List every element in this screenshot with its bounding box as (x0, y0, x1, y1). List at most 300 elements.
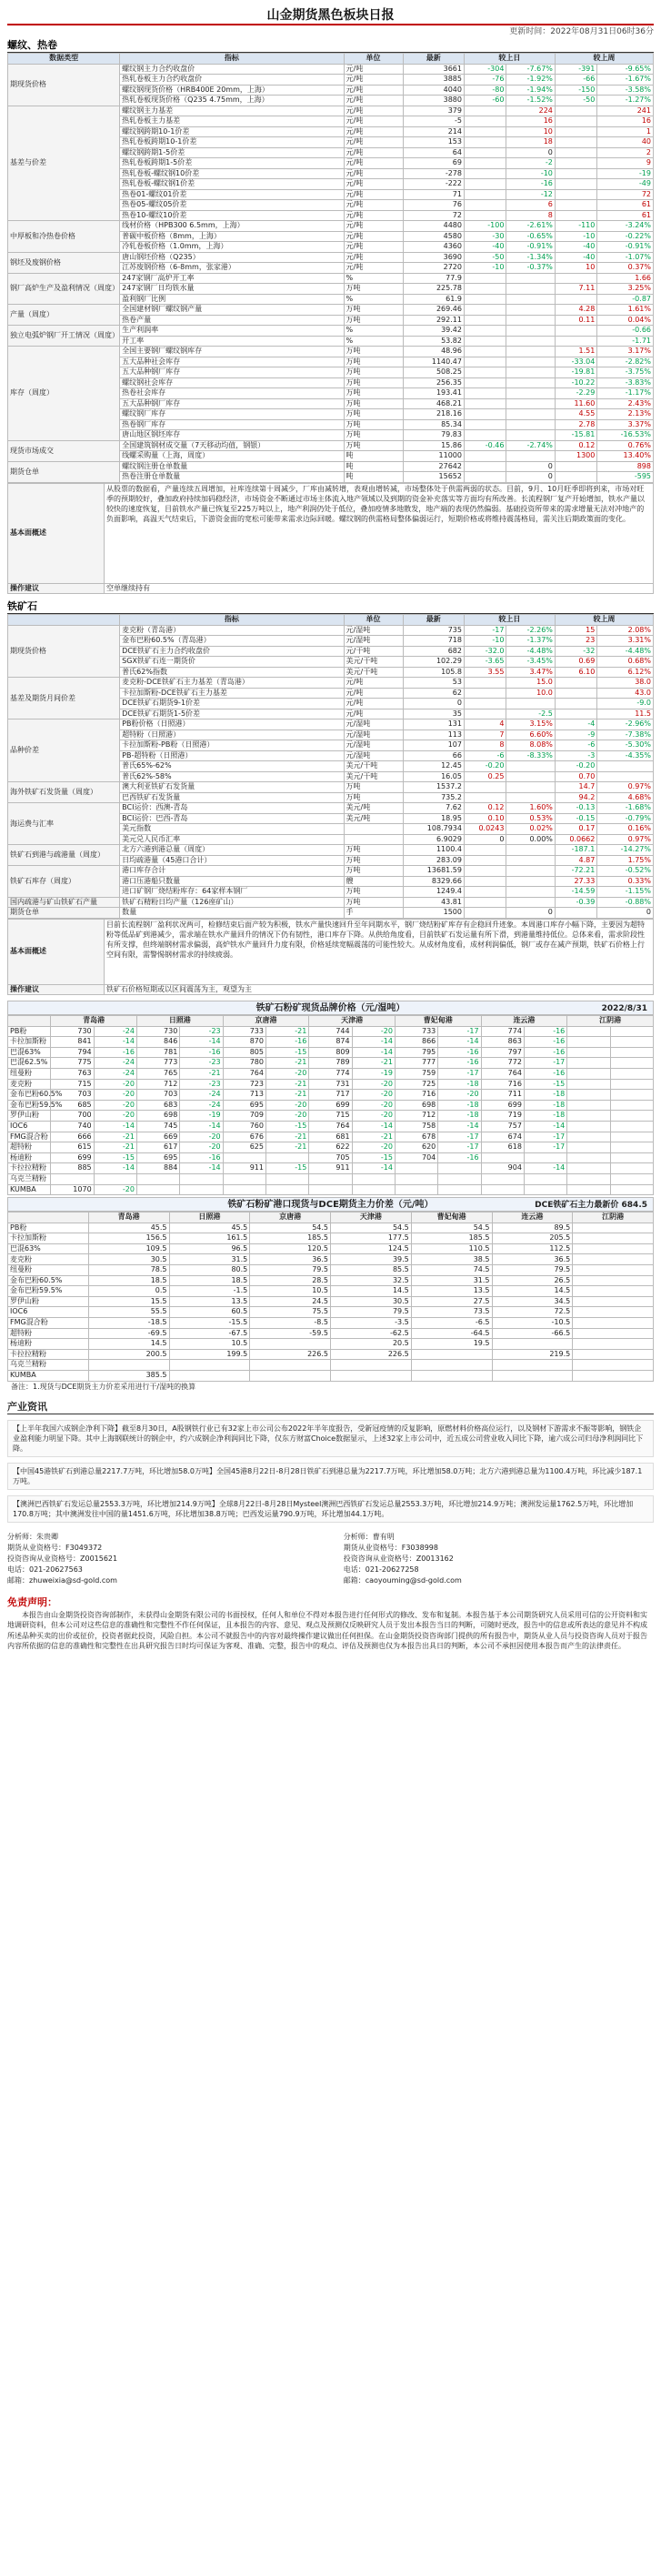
brand-price-change (524, 1152, 566, 1163)
spread-value: 28.5 (250, 1275, 331, 1286)
steel-indicator: 全国主要钢厂螺纹钢库存 (120, 347, 344, 357)
brand-name: 金布巴粉60.5% (8, 1090, 51, 1101)
spread-value (411, 1371, 492, 1382)
brand-price-change (180, 1173, 223, 1184)
ore-change: 43.0 (597, 688, 654, 699)
steel-change: -16 (506, 179, 555, 190)
spread-value: -18.5 (88, 1318, 169, 1329)
brand-price-change (265, 1152, 308, 1163)
spread-brand-name: 乌克兰精粉 (8, 1360, 89, 1371)
steel-latest: 4580 (403, 231, 464, 242)
ore-change: -32.0 (464, 646, 506, 657)
ore-change: -0.15 (555, 813, 596, 824)
brand-price-change: -20 (180, 1132, 223, 1142)
steel-change (464, 347, 506, 357)
brand-price: 620 (395, 1142, 437, 1153)
brand-price: 716 (481, 1079, 524, 1090)
brand-price: 676 (223, 1132, 265, 1142)
steel-change (464, 273, 506, 284)
ore-latest: 1249.4 (403, 887, 464, 898)
steel-change (464, 168, 506, 179)
news-item: 【中国45港铁矿石到港总量2217.7万吨，环比增加58.0万吨】全国45港8月22日-8月28日铁矿石到港总量为2217.7万吨，环比增加58.0万吨；北方六港到港总量为1100.4万吨，环比减少187.1万吨。 (7, 1463, 654, 1490)
brand-price-change: -17 (524, 1058, 566, 1069)
ore-indicator: DCE铁矿石主力合约收盘价 (120, 646, 344, 657)
brand-name: FMG混合粉 (8, 1132, 51, 1142)
spread-row (8, 1339, 654, 1350)
spread-value: 96.5 (169, 1243, 250, 1254)
steel-change: 4.28 (555, 305, 596, 316)
disclaimer-text: 本报告由山金期货投资咨询部制作，未获得山金期货有限公司的书面授权，任何人和单位不得对本报告进行任何形式的修改、发布和复制。本报告基于本公司期货研究人员采用可信的公开资料和实地调研资料，但本公司对这些信息的准确性和完整性不作任何保证，且本报告的内容、意见、观点及预测仅反映研究人员于发出本报告当日的判断，可随时更改，报告中的信息或所表达的意见并不构成所述品种买卖的出价或征价，投资者据此投资，风险自担。本公司不就报告中的内容对最终操作建议做出任何担保。在山金期货投资咨询部门提供的所有报告中，期货从业人员与投资咨询人员对于报告内容所依据的信息的准确性和完整性在出具研究报告日时均可保证为客观、准确、完整，报告中的观点、评估及预测也仅为本报告出具日的判断，本公司不承担因使用本报告而产生的法律责任。 (7, 1610, 647, 1651)
ore-latest: 1100.4 (403, 845, 464, 856)
spread-value (573, 1265, 654, 1276)
spread-value: 177.5 (331, 1233, 412, 1244)
spread-value (573, 1339, 654, 1350)
brand-price: 617 (136, 1142, 179, 1153)
steel-unit: 元/吨 (344, 179, 403, 190)
spread-value: 161.5 (169, 1233, 250, 1244)
brand-price-change: -16 (180, 1047, 223, 1058)
brand-price-row (8, 1142, 654, 1153)
steel-unit: % (344, 294, 403, 305)
ore-change (506, 887, 555, 898)
brand-price-title (7, 1001, 654, 1015)
ore-latest: 6.9029 (403, 834, 464, 845)
ore-change: 15.0 (506, 678, 555, 689)
steel-change (464, 284, 506, 295)
brand-price-change: -14 (94, 1163, 136, 1174)
brand-price: 681 (309, 1132, 352, 1142)
steel-change: -15.81 (555, 430, 596, 441)
brand-price: 731 (309, 1079, 352, 1090)
spread-value: 24.5 (250, 1296, 331, 1307)
steel-change: -7.67% (506, 64, 555, 75)
steel-summary-label: 基本面概述 (8, 483, 105, 583)
spread-value (573, 1318, 654, 1329)
ore-change: 27.33 (555, 876, 596, 887)
spread-value: 34.5 (492, 1296, 573, 1307)
ore-indicator: 金布巴粉60.5%（青岛港） (120, 636, 344, 647)
steel-change (464, 126, 506, 137)
ore-change: -1.68% (597, 803, 654, 814)
spread-brand-name: KUMBA (8, 1371, 89, 1382)
ore-row (8, 678, 654, 689)
ore-change (597, 761, 654, 772)
steel-change (506, 377, 555, 388)
ore-change: 3.15% (506, 719, 555, 730)
steel-change: -76 (464, 75, 506, 86)
steel-change: 3.17% (597, 347, 654, 357)
brand-price: 789 (309, 1058, 352, 1069)
spread-value: 112.5 (492, 1243, 573, 1254)
steel-change: -66 (555, 75, 596, 86)
brand-price: 794 (51, 1047, 94, 1058)
brand-price: 795 (395, 1047, 437, 1058)
ore-unit: 元/吨 (344, 709, 403, 719)
steel-unit: 吨 (344, 451, 403, 462)
spread-value: 226.5 (331, 1349, 412, 1360)
spread-value: 75.5 (250, 1307, 331, 1318)
steel-change: 18 (506, 137, 555, 148)
brand-price: 669 (136, 1132, 179, 1142)
spread-value (492, 1360, 573, 1371)
brand-price (481, 1173, 524, 1184)
ore-change: -1.15% (597, 887, 654, 898)
steel-latest: 77.9 (403, 273, 464, 284)
steel-indicator: 热轧卷板跨期1-5价差 (120, 158, 344, 169)
brand-price-change: -14 (352, 1163, 395, 1174)
steel-category: 现货市场成交 (8, 440, 120, 461)
brand-price-change (610, 1058, 653, 1069)
spread-value: 80.5 (169, 1265, 250, 1276)
steel-latest: -278 (403, 168, 464, 179)
steel-unit: 万吨 (344, 430, 403, 441)
spread-value: 30.5 (88, 1254, 169, 1265)
spread-header-blank (8, 1213, 89, 1223)
brand-name: 卡拉加斯粉 (8, 1037, 51, 1048)
brand-price: 703 (51, 1090, 94, 1101)
steel-change: 61 (597, 200, 654, 211)
analyst-qual: 期货从业资格号：F3049372 (7, 1543, 103, 1552)
spread-value: 54.5 (331, 1223, 412, 1233)
ore-header-week-change: 较上周 (555, 615, 653, 626)
spread-value: 55.5 (88, 1307, 169, 1318)
ore-latest: 107 (403, 740, 464, 751)
ore-change (506, 845, 555, 856)
ore-change: -32 (555, 646, 596, 657)
brand-price-change: -21 (180, 1068, 223, 1079)
steel-latest: 468.21 (403, 398, 464, 409)
steel-change (464, 326, 506, 337)
news-item: 【澳洲巴西铁矿石发运总量2553.3万吨，环比增加214.9万吨】全球8月22日-8月28日Mysteel澳洲巴西铁矿石发运总量2553.3万吨，环比增加214.9万吨；澳洲发运量1762.5万吨，环比增加170.8万吨；其中澳洲发往中国的量1451.6万吨，环比增加38.8万吨；巴西发运量790.9万吨，环比增加44.1万吨。 (7, 1495, 654, 1523)
steel-change (464, 106, 506, 116)
steel-change: 11.60 (555, 398, 596, 409)
ore-strategy-label: 操作建议 (8, 984, 105, 995)
steel-unit: 元/吨 (344, 64, 403, 75)
spread-brand-name: 超特粉 (8, 1328, 89, 1339)
brand-price-change: -21 (265, 1079, 308, 1090)
ore-row (8, 845, 654, 856)
brand-price-change: -15 (265, 1047, 308, 1058)
steel-change: 224 (506, 106, 555, 116)
ore-change: 6.10 (555, 667, 596, 678)
brand-price-change: -21 (352, 1058, 395, 1069)
steel-change: -10 (555, 231, 596, 242)
steel-latest: 76 (403, 200, 464, 211)
steel-change: -0.91% (506, 242, 555, 253)
brand-price: 780 (223, 1058, 265, 1069)
ore-unit: 美元/干吨 (344, 657, 403, 668)
steel-indicator: 线螺采购量（上海，周度） (120, 451, 344, 462)
steel-change: -2 (506, 158, 555, 169)
ore-change: -4.48% (506, 646, 555, 657)
steel-change (464, 472, 506, 483)
brand-price-change: -21 (265, 1142, 308, 1153)
steel-change: -1.71 (597, 336, 654, 347)
steel-change: -2.82% (597, 357, 654, 367)
steel-unit: 万吨 (344, 419, 403, 430)
ore-row (8, 719, 654, 730)
spread-brand-name: FMG混合粉 (8, 1318, 89, 1329)
brand-price-change: -16 (438, 1047, 481, 1058)
brand-price-change: -14 (180, 1121, 223, 1132)
ore-change: -6 (555, 740, 596, 751)
spread-row (8, 1349, 654, 1360)
ore-latest: 43.81 (403, 897, 464, 908)
brand-name: 麦克粉 (8, 1079, 51, 1090)
brand-price-change: -16 (438, 1152, 481, 1163)
steel-indicator: 螺纹钢社会库存 (120, 377, 344, 388)
steel-change: 10 (555, 263, 596, 274)
steel-change: -150 (555, 85, 596, 96)
brand-price: 711 (481, 1090, 524, 1101)
steel-indicator: 全国建筑钢材成交量（7天移动均值，钢银） (120, 440, 344, 451)
brand-price-row (8, 1037, 654, 1048)
ore-change (464, 855, 506, 866)
steel-latest: 48.96 (403, 347, 464, 357)
brand-price-change: -20 (94, 1090, 136, 1101)
brand-price (136, 1173, 179, 1184)
spread-brand-name: IOC6 (8, 1307, 89, 1318)
brand-price-change (610, 1079, 653, 1090)
brand-price-title-text: 铁矿石粉矿现货品牌价格（元/湿吨） (255, 1003, 406, 1013)
steel-change (506, 398, 555, 409)
spread-value: 85.5 (331, 1265, 412, 1276)
steel-indicator: 热卷产量 (120, 315, 344, 326)
steel-unit: 元/吨 (344, 200, 403, 211)
brand-price-change: -15 (352, 1152, 395, 1163)
steel-change: -1.07% (597, 252, 654, 263)
brand-price (395, 1184, 437, 1195)
brand-price: 723 (223, 1079, 265, 1090)
brand-price: 774 (309, 1068, 352, 1079)
ore-row (8, 908, 654, 919)
spread-brand-name: 麦克粉 (8, 1254, 89, 1265)
ore-change: -2.5 (506, 709, 555, 719)
steel-change: 6 (506, 200, 555, 211)
steel-unit: 元/吨 (344, 263, 403, 274)
ore-change: -0.88% (597, 897, 654, 908)
brand-price-change (352, 1173, 395, 1184)
brand-price (567, 1090, 610, 1101)
ore-category: 国内疏港与矿山铁矿石产量 (8, 897, 120, 908)
ore-latest: 62 (403, 688, 464, 699)
steel-latest: 15652 (403, 472, 464, 483)
brand-price-row (8, 1173, 654, 1184)
steel-change: -1.92% (506, 75, 555, 86)
ore-change: 1.75% (597, 855, 654, 866)
steel-change: -0.37% (506, 263, 555, 274)
steel-change (555, 189, 596, 200)
spread-value: 14.5 (88, 1339, 169, 1350)
spread-row (8, 1360, 654, 1371)
brand-price (567, 1037, 610, 1048)
brand-price (51, 1173, 94, 1184)
ore-unit: 万吨 (344, 897, 403, 908)
brand-price (481, 1184, 524, 1195)
brand-price: 846 (136, 1037, 179, 1048)
steel-indicator: 盈利钢厂比例 (120, 294, 344, 305)
brand-price: 874 (309, 1037, 352, 1048)
steel-change: -40 (464, 242, 506, 253)
analyst-email: 邮箱：caoyouming@sd-gold.com (343, 1575, 462, 1585)
brand-price-change: -20 (94, 1100, 136, 1111)
steel-change: -40 (555, 252, 596, 263)
steel-change: -19.81 (555, 367, 596, 378)
steel-indicator: 江苏废钢价格（6-8mm，张家港） (120, 263, 344, 274)
brand-price-change: -16 (524, 1037, 566, 1048)
ore-indicator: DCE铁矿石期货9-1价差 (120, 699, 344, 709)
steel-change: -0.87 (597, 294, 654, 305)
steel-change (555, 461, 596, 472)
steel-change: 1.61% (597, 305, 654, 316)
ore-indicator: 卡拉加斯粉-DCE铁矿石主力基差 (120, 688, 344, 699)
brand-price: 744 (309, 1026, 352, 1037)
steel-category: 产量（周度） (8, 305, 120, 326)
ore-change: 0.17 (555, 824, 596, 835)
spread-value: 32.5 (331, 1275, 412, 1286)
steel-change (464, 210, 506, 221)
spread-value (573, 1233, 654, 1244)
spread-note: 备注：1.现货与DCE期货主力价差采用进行干/湿吨的换算 (11, 1382, 196, 1391)
steel-change: 7.11 (555, 284, 596, 295)
ore-change: 0.0662 (555, 834, 596, 845)
brand-price: 685 (51, 1100, 94, 1111)
spread-value (573, 1223, 654, 1233)
steel-unit: 元/吨 (344, 137, 403, 148)
ore-change: -17 (464, 625, 506, 636)
brand-price-change (610, 1090, 653, 1101)
steel-change: -100 (464, 221, 506, 232)
ore-change: -3 (555, 750, 596, 761)
brand-price: 674 (481, 1132, 524, 1142)
port-header: 青岛港 (51, 1016, 137, 1027)
steel-change: 61 (597, 210, 654, 221)
steel-change: 2.43% (597, 398, 654, 409)
steel-change (464, 189, 506, 200)
ore-latest: 16.05 (403, 771, 464, 782)
steel-row (8, 221, 654, 232)
brand-price-change (610, 1037, 653, 1048)
steel-change (464, 116, 506, 127)
brand-price: 704 (395, 1152, 437, 1163)
steel-indicator: 热卷注册仓单数量 (120, 472, 344, 483)
brand-price: 904 (481, 1163, 524, 1174)
ore-change: 0 (597, 908, 654, 919)
spread-value: 13.5 (411, 1286, 492, 1297)
brand-price-change: -14 (180, 1037, 223, 1048)
steel-change (464, 315, 506, 326)
steel-change: 1 (597, 126, 654, 137)
spread-value: 30.5 (331, 1296, 412, 1307)
ore-indicator: BCI运价：西澳-青岛 (120, 803, 344, 814)
spread-value (331, 1360, 412, 1371)
spread-value: -66.5 (492, 1328, 573, 1339)
spread-value: 10.5 (250, 1286, 331, 1297)
spread-value (573, 1371, 654, 1382)
steel-category: 库存（周度） (8, 347, 120, 441)
steel-indicator: 五大品种钢厂库存 (120, 398, 344, 409)
steel-table (7, 53, 654, 483)
ore-strategy-text: 铁矿石价格短期或以区间震荡为主，观望为主 (105, 984, 654, 995)
ore-latest: 53 (403, 678, 464, 689)
ore-row (8, 866, 654, 877)
spread-brand-name: 杨迪粉 (8, 1339, 89, 1350)
steel-change: -391 (555, 64, 596, 75)
ore-category: 铁矿石到港与疏港量（周度） (8, 845, 120, 866)
steel-indicator: 唐山地区钢坯库存 (120, 430, 344, 441)
spread-value: 14.5 (492, 1286, 573, 1297)
ore-change: 6.60% (506, 730, 555, 740)
brand-price: 698 (136, 1111, 179, 1122)
ore-latest: 283.09 (403, 855, 464, 866)
ore-indicator: BCI运价：巴西-青岛 (120, 813, 344, 824)
brand-price-change (610, 1173, 653, 1184)
steel-change: 72 (597, 189, 654, 200)
ore-change: 0 (506, 908, 555, 919)
spread-value: 19.5 (411, 1339, 492, 1350)
brand-price-row (8, 1068, 654, 1079)
brand-price: 730 (136, 1026, 179, 1037)
steel-indicator: 热卷社会库存 (120, 388, 344, 399)
brand-name: 罗伊山粉 (8, 1111, 51, 1122)
brand-price-change: -17 (438, 1068, 481, 1079)
ore-indicator: DCE铁矿石期货1-5价差 (120, 709, 344, 719)
brand-price-row (8, 1090, 654, 1101)
brand-price-change: -24 (180, 1090, 223, 1101)
ore-category: 品种价差 (8, 719, 120, 782)
ore-change: -9 (555, 730, 596, 740)
spread-value: 39.5 (331, 1254, 412, 1265)
analyst-consult: 投资咨询从业资格号：Z0015621 (7, 1554, 118, 1563)
brand-name: 金布巴粉59.5% (8, 1100, 51, 1111)
brand-price: 683 (136, 1100, 179, 1111)
steel-latest: 53.82 (403, 336, 464, 347)
steel-change: -110 (555, 221, 596, 232)
brand-price: 719 (481, 1111, 524, 1122)
brand-name: 巴混63% (8, 1047, 51, 1058)
brand-price-change (610, 1132, 653, 1142)
brand-price: 705 (309, 1152, 352, 1163)
ore-change (555, 699, 596, 709)
brand-price: 699 (481, 1100, 524, 1111)
spread-brand-name: PB粉 (8, 1223, 89, 1233)
brand-price-row (8, 1163, 654, 1174)
steel-unit: 万吨 (344, 388, 403, 399)
spread-value: -67.5 (169, 1328, 250, 1339)
spread-value: 79.5 (492, 1265, 573, 1276)
ore-category: 基差及期货月间价差 (8, 678, 120, 719)
steel-change: 9 (597, 158, 654, 169)
brand-price-change: -20 (265, 1068, 308, 1079)
brand-price: 695 (136, 1152, 179, 1163)
brand-price-change: -14 (524, 1163, 566, 1174)
steel-change (555, 326, 596, 337)
spread-brand-name: 卡拉加斯粉 (8, 1233, 89, 1244)
steel-row (8, 305, 654, 316)
ore-change: 0.97% (597, 782, 654, 793)
steel-row (8, 461, 654, 472)
spread-value: 15.5 (88, 1296, 169, 1307)
ore-change: 94.2 (555, 792, 596, 803)
spread-value (331, 1371, 412, 1382)
ore-indicator: 数量 (120, 908, 344, 919)
brand-price-change (610, 1111, 653, 1122)
steel-latest: 27642 (403, 461, 464, 472)
steel-unit: 万吨 (344, 409, 403, 420)
dce-latest-label: DCE铁矿石主力最新价 (535, 1201, 619, 1211)
steel-indicator: 热轧卷板跨期10-1价差 (120, 137, 344, 148)
ore-category: 海外铁矿石发货量（周度） (8, 782, 120, 803)
